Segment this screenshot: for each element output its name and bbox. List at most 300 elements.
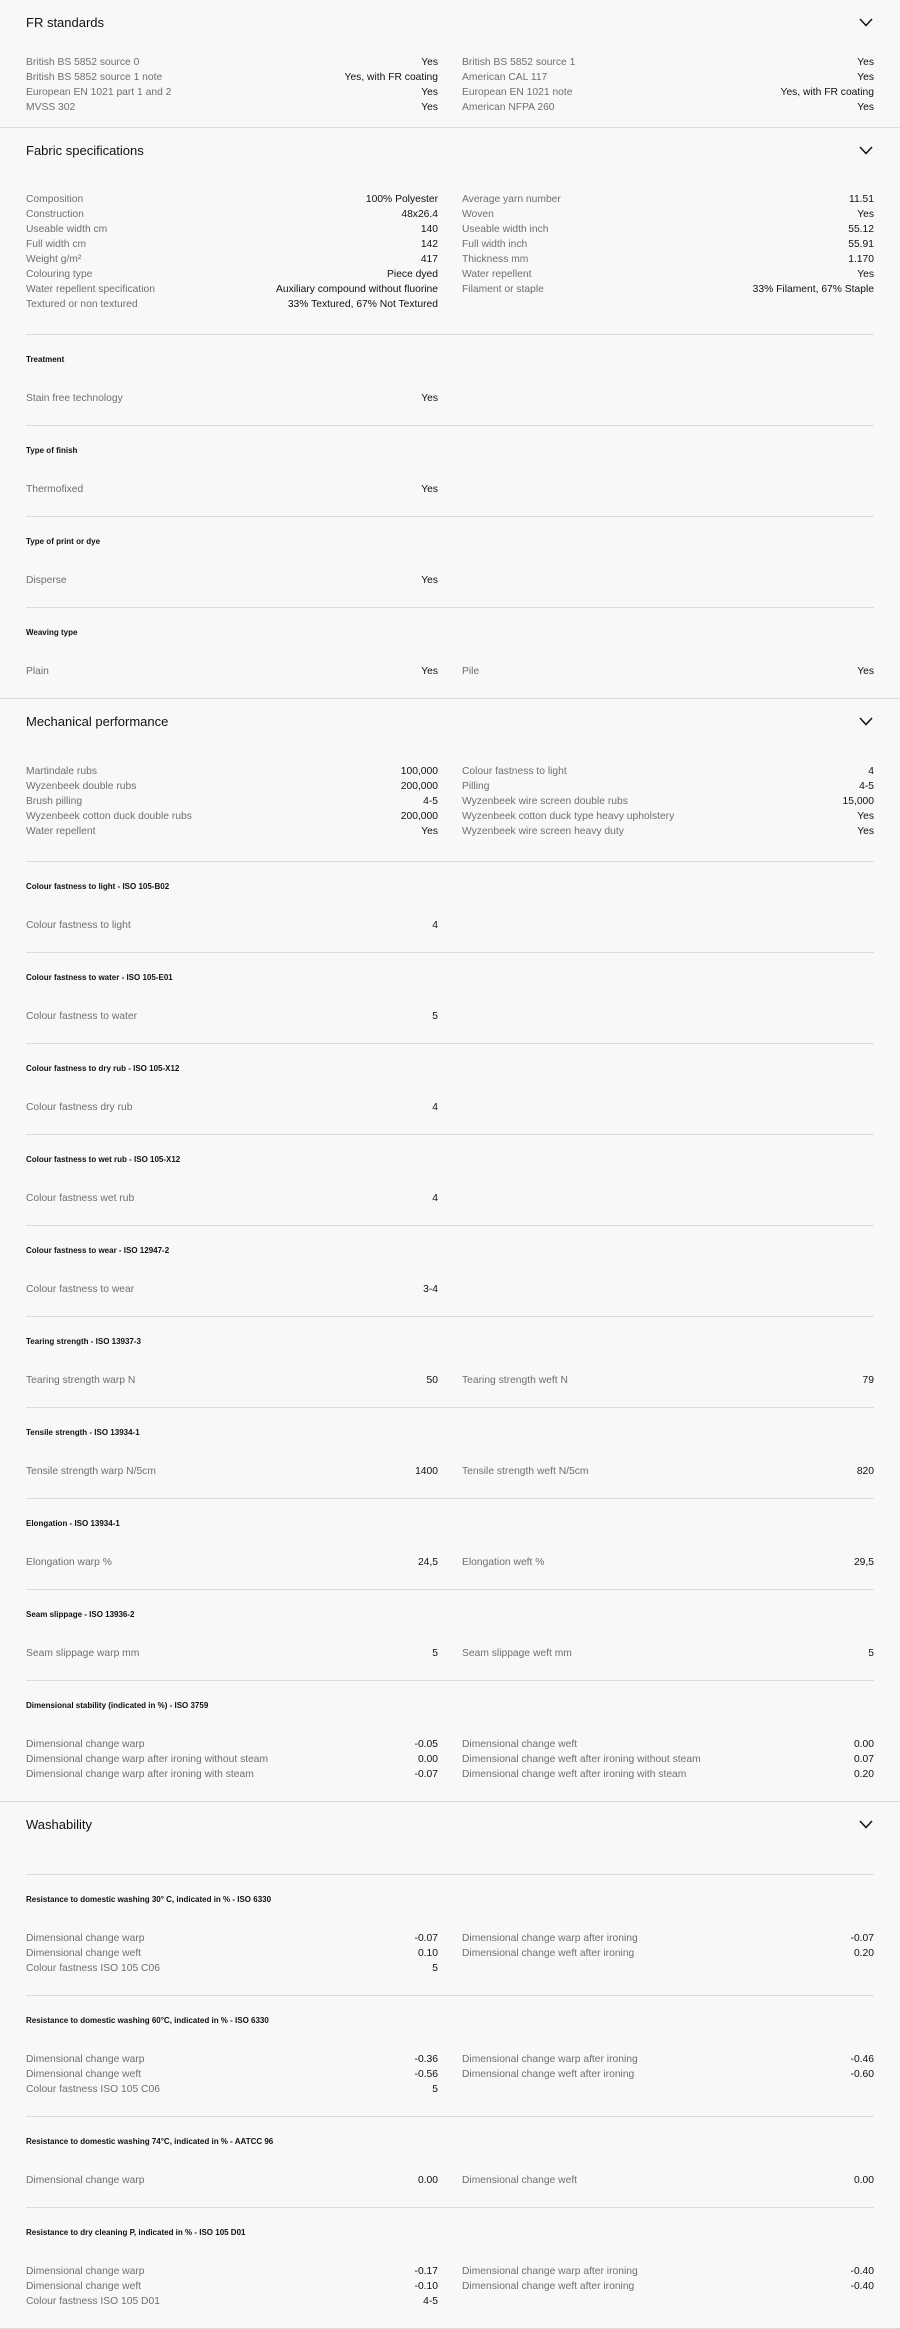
spec-row	[26, 1373, 438, 1388]
spec-row	[26, 1931, 438, 1946]
spec-row	[462, 1555, 874, 1570]
right-column	[462, 1100, 874, 1115]
spec-row	[462, 2067, 874, 2082]
spec-value: 48x26.4	[401, 209, 438, 220]
spec-value: 0.20	[853, 1948, 874, 1959]
spec-label: Water repellent specification	[26, 284, 155, 295]
subsection	[26, 607, 874, 698]
right-column	[462, 482, 874, 497]
section-title: Washability	[26, 1817, 92, 1832]
left-column	[26, 192, 438, 312]
spec-value: 100,000	[400, 766, 438, 777]
spec-value: 5	[432, 1648, 438, 1659]
spec-value: 4	[432, 1193, 438, 1204]
spec-row	[26, 70, 438, 85]
spec-label: Dimensional change warp	[26, 1933, 145, 1944]
spec-grid	[26, 2264, 874, 2309]
right-column	[462, 1282, 874, 1297]
spec-row	[26, 809, 438, 824]
spec-value: Yes	[857, 57, 874, 68]
spec-row	[26, 2067, 438, 2082]
spec-label: British BS 5852 source 0	[26, 57, 140, 68]
spec-value: 0.10	[417, 1948, 438, 1959]
fabric-specifications-section	[0, 128, 900, 699]
spec-grid	[26, 2052, 874, 2097]
spec-row	[26, 55, 438, 70]
spacer	[26, 1388, 874, 1407]
spec-value: -0.07	[850, 1933, 874, 1944]
spec-label: Useable width inch	[462, 224, 549, 235]
right-column	[462, 2052, 874, 2097]
spacer	[26, 1115, 874, 1134]
spec-value: Yes	[421, 87, 438, 98]
spec-value: Auxiliary compound without fluorine	[276, 284, 438, 295]
left-column	[26, 1009, 438, 1024]
left-column	[26, 1931, 438, 1976]
chevron-down-icon[interactable]	[858, 142, 874, 158]
spec-value: 3-4	[423, 1284, 438, 1295]
spec-value: Yes, with FR coating	[780, 87, 874, 98]
subsection	[26, 1874, 874, 1995]
spec-value: 33% Textured, 67% Not Textured	[287, 299, 438, 310]
spec-row	[26, 1961, 438, 1976]
spec-label: Elongation weft %	[462, 1557, 545, 1568]
spec-row	[26, 794, 438, 809]
right-column	[462, 664, 874, 679]
spec-label: Dimensional change warp	[26, 2175, 145, 2186]
spacer	[26, 1024, 874, 1043]
right-column	[462, 1646, 874, 1661]
spec-label: Martindale rubs	[26, 766, 97, 777]
subsection-title: Colour fastness to light - ISO 105-B02	[26, 882, 170, 891]
spec-row	[462, 809, 874, 824]
subsection-title: Treatment	[26, 355, 65, 364]
spec-label: American NFPA 260	[462, 102, 555, 113]
spec-row	[26, 1646, 438, 1661]
right-column	[462, 1191, 874, 1206]
spec-row	[26, 1464, 438, 1479]
left-column	[26, 482, 438, 497]
spec-row	[26, 1282, 438, 1297]
spec-row	[26, 918, 438, 933]
spec-label: Colour fastness dry rub	[26, 1102, 133, 1113]
spec-label: Water repellent	[462, 269, 532, 280]
section-title: FR standards	[26, 15, 105, 30]
spec-value: 5	[432, 2084, 438, 2095]
spec-label: Tearing strength warp N	[26, 1375, 136, 1386]
spec-label: Elongation warp %	[26, 1557, 112, 1568]
spec-label: Wyzenbeek wire screen double rubs	[462, 796, 628, 807]
spec-value: 4	[432, 920, 438, 931]
spec-row	[462, 1752, 874, 1767]
subsection	[26, 1043, 874, 1134]
spec-label: Dimensional change weft	[26, 2281, 142, 2292]
spec-row	[26, 1946, 438, 1961]
spec-row	[26, 267, 438, 282]
subsection-title: Colour fastness to water - ISO 105-E01	[26, 973, 173, 982]
spec-value: Yes	[421, 666, 438, 677]
spec-label: Weight g/m²	[26, 254, 82, 265]
left-column	[26, 2052, 438, 2097]
left-column	[26, 2173, 438, 2188]
spec-label: Thermofixed	[26, 484, 84, 495]
spec-grid	[26, 1555, 874, 1570]
spec-row	[462, 100, 874, 115]
spec-value: 200,000	[400, 811, 438, 822]
spacer	[26, 115, 874, 127]
spec-value: Yes	[421, 393, 438, 404]
spec-label: Colour fastness to water	[26, 1011, 138, 1022]
spec-row	[462, 2264, 874, 2279]
spec-value: 33% Filament, 67% Staple	[752, 284, 874, 295]
spacer	[26, 1479, 874, 1498]
spec-row	[462, 237, 874, 252]
section-header[interactable]	[26, 0, 874, 44]
left-column	[26, 1373, 438, 1388]
fr-standards-section	[0, 0, 900, 128]
spec-grid	[26, 1282, 874, 1297]
right-column	[462, 1737, 874, 1782]
spec-label: Dimensional change weft	[462, 2175, 578, 2186]
subsection-title: Resistance to dry cleaning P, indicated in % - ISO 105 D01	[26, 2228, 246, 2237]
spec-value: 1400	[415, 1466, 438, 1477]
spec-grid	[26, 192, 874, 312]
spec-value: Yes, with FR coating	[344, 72, 438, 83]
spec-label: Dimensional change weft	[462, 1739, 578, 1750]
spec-row	[26, 664, 438, 679]
spec-row	[26, 2173, 438, 2188]
spacer	[26, 406, 874, 425]
subsection-title: Tearing strength - ISO 13937-3	[26, 1337, 141, 1346]
spacer	[26, 497, 874, 516]
spacer	[26, 1976, 874, 1995]
spec-row	[26, 824, 438, 839]
spec-value: 0.20	[853, 1769, 874, 1780]
spec-row	[462, 2279, 874, 2294]
spacer	[26, 2309, 874, 2328]
spec-value: 0.00	[417, 1754, 438, 1765]
spec-value: Yes	[857, 102, 874, 113]
spec-value: Yes	[857, 209, 874, 220]
spec-label: Wyzenbeek double rubs	[26, 781, 137, 792]
right-column	[462, 573, 874, 588]
spacer	[26, 2097, 874, 2116]
spec-grid	[26, 764, 874, 839]
section-header[interactable]	[26, 699, 874, 743]
spec-row	[26, 1100, 438, 1115]
spec-row	[26, 1191, 438, 1206]
spec-grid	[26, 1100, 874, 1115]
spec-label: MVSS 302	[26, 102, 76, 113]
spec-label: Dimensional change weft	[26, 1948, 142, 1959]
spec-label: Thickness mm	[462, 254, 529, 265]
spec-row	[26, 779, 438, 794]
spacer	[26, 588, 874, 607]
right-column	[462, 1464, 874, 1479]
spec-label: Colour fastness ISO 105 C06	[26, 2084, 160, 2095]
spec-row	[462, 252, 874, 267]
chevron-down-icon[interactable]	[858, 713, 874, 729]
subsection-title: Type of print or dye	[26, 537, 101, 546]
spec-value: 24,5	[417, 1557, 438, 1568]
section-header[interactable]	[26, 1802, 874, 1846]
spec-grid	[26, 1373, 874, 1388]
spec-label: Stain free technology	[26, 393, 123, 404]
spec-row	[26, 1767, 438, 1782]
spec-row	[462, 764, 874, 779]
spec-row	[26, 573, 438, 588]
right-column	[462, 764, 874, 839]
subsection-title: Colour fastness to wet rub - ISO 105-X12	[26, 1155, 181, 1164]
spacer	[26, 1297, 874, 1316]
spec-value: 5	[868, 1648, 874, 1659]
chevron-down-icon[interactable]	[858, 14, 874, 30]
spec-value: Yes	[857, 826, 874, 837]
subsection	[26, 2207, 874, 2328]
spec-row	[462, 664, 874, 679]
spec-value: Yes	[857, 72, 874, 83]
spec-label: American CAL 117	[462, 72, 548, 83]
spec-label: Dimensional change warp after ironing	[462, 2266, 638, 2277]
subsection	[26, 425, 874, 516]
spec-label: Dimensional change warp	[26, 2266, 145, 2277]
spacer	[26, 312, 874, 334]
spec-row	[26, 222, 438, 237]
subsection-title: Resistance to domestic washing 74°C, indicated in % - AATCC 96	[26, 2137, 274, 2146]
spacer	[26, 1570, 874, 1589]
spec-label: Wyzenbeek cotton duck type heavy upholstery	[462, 811, 675, 822]
spec-label: Colour fastness wet rub	[26, 1193, 135, 1204]
spec-row	[462, 824, 874, 839]
subsection	[26, 1225, 874, 1316]
spec-label: Dimensional change warp after ironing	[462, 1933, 638, 1944]
spec-row	[26, 297, 438, 312]
spec-value: 50	[426, 1375, 438, 1386]
spec-row	[462, 2173, 874, 2188]
spec-label: Dimensional change weft after ironing without steam	[462, 1754, 701, 1765]
left-column	[26, 1737, 438, 1782]
spec-row	[26, 207, 438, 222]
spec-label: Filament or staple	[462, 284, 544, 295]
spec-label: Dimensional change warp after ironing without steam	[26, 1754, 269, 1765]
spec-value: Yes	[421, 102, 438, 113]
spec-value: Yes	[421, 575, 438, 586]
spec-row	[462, 207, 874, 222]
spec-value: 142	[420, 239, 438, 250]
spec-row	[26, 100, 438, 115]
spec-label: Useable width cm	[26, 224, 108, 235]
right-column	[462, 1373, 874, 1388]
spec-value: 55.91	[848, 239, 874, 250]
spec-row	[26, 282, 438, 297]
spec-row	[462, 282, 874, 297]
subsection	[26, 516, 874, 607]
spec-row	[26, 1752, 438, 1767]
spec-value: Yes	[421, 57, 438, 68]
right-column	[462, 192, 874, 312]
spec-row	[462, 1373, 874, 1388]
spec-row	[26, 1009, 438, 1024]
spec-grid	[26, 664, 874, 679]
spec-label: Water repellent	[26, 826, 96, 837]
spec-label: Colour fastness to wear	[26, 1284, 135, 1295]
left-column	[26, 764, 438, 839]
spec-row	[462, 1646, 874, 1661]
spec-row	[26, 252, 438, 267]
spec-label: Textured or non textured	[26, 299, 138, 310]
subsection-title: Type of finish	[26, 446, 78, 455]
spec-label: Average yarn number	[462, 194, 561, 205]
left-column	[26, 573, 438, 588]
spec-row	[26, 1737, 438, 1752]
subsection	[26, 952, 874, 1043]
right-column	[462, 391, 874, 406]
mechanical-performance-section	[0, 699, 900, 1802]
right-column	[462, 55, 874, 115]
chevron-down-icon[interactable]	[858, 1816, 874, 1832]
spec-label: Seam slippage weft mm	[462, 1648, 572, 1659]
spec-label: Composition	[26, 194, 84, 205]
subsection	[26, 1316, 874, 1407]
spec-value: 29,5	[853, 1557, 874, 1568]
spec-label: Plain	[26, 666, 49, 677]
spec-row	[462, 222, 874, 237]
spec-label: Wyzenbeek wire screen heavy duty	[462, 826, 624, 837]
spec-value: 820	[856, 1466, 874, 1477]
spec-row	[462, 85, 874, 100]
spec-label: Colour fastness ISO 105 C06	[26, 1963, 160, 1974]
spec-value: 100% Polyester	[365, 194, 438, 205]
spec-row	[26, 764, 438, 779]
spec-grid	[26, 2173, 874, 2188]
spec-value: 15,000	[842, 796, 874, 807]
spec-label: Dimensional change warp after ironing with steam	[26, 1769, 254, 1780]
spec-grid	[26, 1737, 874, 1782]
spec-value: -0.36	[414, 2054, 438, 2065]
right-column	[462, 1931, 874, 1976]
left-column	[26, 1100, 438, 1115]
spec-row	[26, 391, 438, 406]
spec-value: Yes	[421, 484, 438, 495]
spec-value: 4	[868, 766, 874, 777]
spec-label: Brush pilling	[26, 796, 83, 807]
spec-grid	[26, 1464, 874, 1479]
spec-value: -0.46	[850, 2054, 874, 2065]
spec-row	[462, 1946, 874, 1961]
spec-value: -0.40	[850, 2281, 874, 2292]
left-column	[26, 391, 438, 406]
spec-row	[26, 1555, 438, 1570]
spec-label: Seam slippage warp mm	[26, 1648, 140, 1659]
spec-row	[26, 237, 438, 252]
spec-value: 4	[432, 1102, 438, 1113]
spec-value: -0.07	[414, 1933, 438, 1944]
spec-row	[462, 55, 874, 70]
spec-label: Dimensional change weft after ironing	[462, 2069, 635, 2080]
subsection	[26, 1589, 874, 1680]
subsection	[26, 861, 874, 952]
spec-label: European EN 1021 note	[462, 87, 573, 98]
spec-value: 55.12	[848, 224, 874, 235]
spec-row	[26, 2294, 438, 2309]
spec-row	[26, 2279, 438, 2294]
spec-label: British BS 5852 source 1 note	[26, 72, 163, 83]
spec-value: Yes	[857, 269, 874, 280]
spec-grid	[26, 1646, 874, 1661]
subsection-title: Colour fastness to dry rub - ISO 105-X12	[26, 1064, 180, 1073]
spec-label: Construction	[26, 209, 84, 220]
spec-value: 11.51	[848, 194, 874, 205]
spec-label: Full width cm	[26, 239, 87, 250]
spacer	[26, 2188, 874, 2207]
spec-value: -0.40	[850, 2266, 874, 2277]
subsection-title: Elongation - ISO 13934-1	[26, 1519, 120, 1528]
spec-label: Full width inch	[462, 239, 528, 250]
right-column	[462, 918, 874, 933]
spec-row	[462, 267, 874, 282]
spec-label: Pile	[462, 666, 480, 677]
spec-label: British BS 5852 source 1	[462, 57, 576, 68]
section-header[interactable]	[26, 128, 874, 172]
spec-value: Yes	[421, 826, 438, 837]
spec-label: Dimensional change warp after ironing	[462, 2054, 638, 2065]
washability-section	[0, 1802, 900, 2329]
spec-label: Tensile strength weft N/5cm	[462, 1466, 589, 1477]
spec-grid	[26, 1191, 874, 1206]
spec-row	[462, 1931, 874, 1946]
spec-value: 5	[432, 1011, 438, 1022]
spec-grid	[26, 573, 874, 588]
subsection	[26, 1680, 874, 1801]
spec-value: -0.05	[414, 1739, 438, 1750]
spec-value: 417	[420, 254, 438, 265]
spec-row	[462, 1737, 874, 1752]
subsection-title: Colour fastness to wear - ISO 12947-2	[26, 1246, 170, 1255]
left-column	[26, 1191, 438, 1206]
spec-value: 1.170	[848, 254, 874, 265]
spec-grid	[26, 1931, 874, 1976]
right-column	[462, 1555, 874, 1570]
spec-value: -0.60	[850, 2069, 874, 2080]
spec-value: -0.07	[414, 1769, 438, 1780]
spec-value: 0.07	[853, 1754, 874, 1765]
spec-row	[462, 2052, 874, 2067]
spec-label: Tensile strength warp N/5cm	[26, 1466, 156, 1477]
left-column	[26, 1464, 438, 1479]
spec-value: 200,000	[400, 781, 438, 792]
right-column	[462, 2173, 874, 2188]
spec-label: Pilling	[462, 781, 490, 792]
spec-label: Woven	[462, 209, 494, 220]
spec-grid	[26, 482, 874, 497]
spec-label: Disperse	[26, 575, 67, 586]
left-column	[26, 1282, 438, 1297]
spec-row	[462, 70, 874, 85]
spec-row	[462, 192, 874, 207]
spec-row	[26, 2052, 438, 2067]
subsection-title: Tensile strength - ISO 13934-1	[26, 1428, 140, 1437]
spec-grid	[26, 1009, 874, 1024]
left-column	[26, 55, 438, 115]
spec-value: 79	[862, 1375, 874, 1386]
spec-label: Dimensional change warp	[26, 1739, 145, 1750]
spec-value: 0.00	[853, 2175, 874, 2186]
subsection-title: Weaving type	[26, 628, 78, 637]
spacer	[26, 679, 874, 698]
spec-value: -0.56	[414, 2069, 438, 2080]
spec-label: Wyzenbeek cotton duck double rubs	[26, 811, 192, 822]
spec-label: Colour fastness to light	[462, 766, 567, 777]
